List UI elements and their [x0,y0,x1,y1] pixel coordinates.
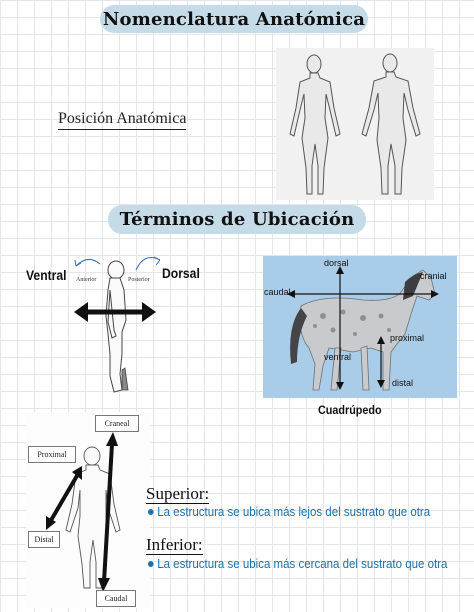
caudal-label: Caudal [96,590,136,607]
dorsal-label: Dorsal [162,266,200,281]
craneal-label: Craneal [95,415,139,432]
anterior-label: Anterior [76,277,97,283]
page-title: Nomenclatura Anatómica [100,5,368,33]
horse-proximal-label: proximal [390,333,425,343]
front-view-figure [26,412,150,608]
horse-dorsal-label: dorsal [324,258,349,268]
proximal-label: Proximal [28,446,76,463]
term-superior [146,484,209,503]
term-inferior-desc [148,557,447,571]
term-superior-desc-text: La estructura se ubica más lejos del sustrato que otra [157,505,431,519]
quadruped-caption: Cuadrúpedo [318,403,382,417]
anatomical-position-image [276,48,434,200]
horse-distal-label: distal [392,378,414,388]
horse-caudal-label: caudal [264,287,291,297]
anatomical-position-label: Posición Anatómica [58,110,186,130]
side-view-figure [70,250,160,398]
horse-ventral-label: ventral [324,352,352,362]
ventral-label: Ventral [26,268,67,283]
term-inferior-desc-text: La estructura se ubica más cercana del sustrato que otra [157,557,448,571]
term-superior-desc [148,505,430,519]
term-superior-name: Superior: [146,484,210,503]
distal-label: Distal [28,531,60,548]
horse-cranial-label: cranial [420,271,447,281]
posterior-label: Posterior [128,277,150,283]
section-title: Términos de Ubicación [108,205,366,234]
term-inferior-name: Inferior: [146,535,203,554]
bullet-icon [148,561,154,567]
term-inferior [146,535,203,554]
bullet-icon [148,509,154,515]
